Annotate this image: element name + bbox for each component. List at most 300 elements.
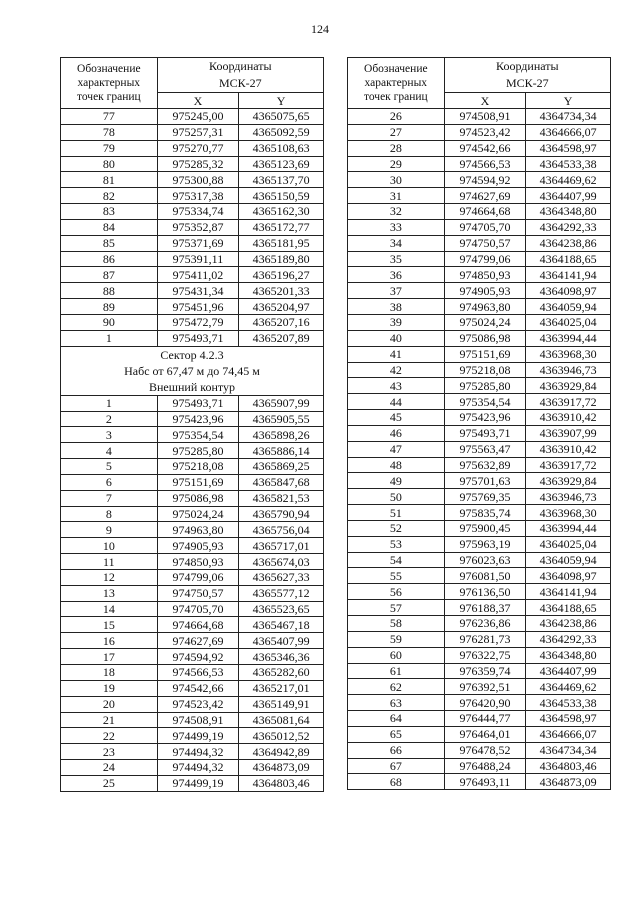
x-coordinate: 975024,24 xyxy=(157,506,239,522)
y-coordinate: 4365150,59 xyxy=(239,188,324,204)
y-coordinate: 4365217,01 xyxy=(239,680,324,696)
y-coordinate: 4363968,30 xyxy=(526,505,611,521)
table-row xyxy=(61,522,324,538)
table-row xyxy=(61,124,324,140)
y-coordinate: 4365577,12 xyxy=(239,585,324,601)
x-coordinate: 975354,54 xyxy=(444,394,526,410)
x-coordinate: 974523,42 xyxy=(444,124,526,140)
point-id: 9 xyxy=(61,522,158,538)
y-coordinate: 4365196,27 xyxy=(239,267,324,283)
table-row xyxy=(348,109,611,125)
point-id: 58 xyxy=(348,616,445,632)
x-coordinate: 974963,80 xyxy=(444,299,526,315)
section-line: Внешний контур xyxy=(149,379,235,394)
point-id: 54 xyxy=(348,552,445,568)
y-coordinate: 4364407,99 xyxy=(526,188,611,204)
point-id: 60 xyxy=(348,647,445,663)
point-id: 46 xyxy=(348,425,445,441)
point-id: 47 xyxy=(348,441,445,457)
y-coordinate: 4364292,33 xyxy=(526,219,611,235)
x-coordinate: 976023,63 xyxy=(444,552,526,568)
y-coordinate: 4364025,04 xyxy=(526,314,611,330)
point-id: 78 xyxy=(61,124,158,140)
x-coordinate: 975285,32 xyxy=(157,156,239,172)
y-coordinate: 4365189,80 xyxy=(239,251,324,267)
table-row xyxy=(61,235,324,251)
table-row xyxy=(348,283,611,299)
y-coordinate: 4364098,97 xyxy=(526,283,611,299)
table-row xyxy=(61,538,324,554)
x-coordinate: 975270,77 xyxy=(157,140,239,156)
table-row xyxy=(61,204,324,220)
y-coordinate: 4363917,72 xyxy=(526,394,611,410)
y-coordinate: 4365081,64 xyxy=(239,712,324,728)
table-row xyxy=(348,774,611,790)
table-row xyxy=(61,760,324,776)
y-coordinate: 4364238,86 xyxy=(526,235,611,251)
x-coordinate: 974905,93 xyxy=(157,538,239,554)
point-id: 27 xyxy=(348,124,445,140)
table-row xyxy=(348,616,611,632)
x-coordinate: 974705,70 xyxy=(444,219,526,235)
y-coordinate: 4364666,07 xyxy=(526,124,611,140)
table-row xyxy=(348,758,611,774)
point-id: 1 xyxy=(61,330,158,346)
x-coordinate: 976136,50 xyxy=(444,584,526,600)
table-row xyxy=(61,490,324,506)
x-coordinate: 976464,01 xyxy=(444,726,526,742)
table-row xyxy=(61,696,324,712)
x-coordinate: 975300,88 xyxy=(157,172,239,188)
x-coordinate: 974542,66 xyxy=(157,680,239,696)
y-coordinate: 4365137,70 xyxy=(239,172,324,188)
point-id: 83 xyxy=(61,204,158,220)
section-line: Набс от 67,47 м до 74,45 м xyxy=(124,363,260,378)
table-row xyxy=(348,489,611,505)
table-row xyxy=(348,568,611,584)
right-coordinates-table xyxy=(347,57,611,790)
point-id: 15 xyxy=(61,617,158,633)
x-coordinate: 974542,66 xyxy=(444,140,526,156)
y-coordinate: 4364873,09 xyxy=(239,760,324,776)
x-coordinate: 975431,34 xyxy=(157,283,239,299)
point-id: 21 xyxy=(61,712,158,728)
y-coordinate: 4364803,46 xyxy=(239,775,324,791)
x-coordinate: 974594,92 xyxy=(444,172,526,188)
header-x: X xyxy=(444,93,526,109)
y-coordinate: 4364734,34 xyxy=(526,109,611,125)
point-id: 11 xyxy=(61,554,158,570)
y-coordinate: 4365869,25 xyxy=(239,459,324,475)
point-id: 24 xyxy=(61,760,158,776)
y-coordinate: 4365181,95 xyxy=(239,235,324,251)
table-row xyxy=(348,726,611,742)
x-coordinate: 975493,71 xyxy=(157,330,239,346)
x-coordinate: 975024,24 xyxy=(444,314,526,330)
point-id: 43 xyxy=(348,378,445,394)
x-coordinate: 976420,90 xyxy=(444,695,526,711)
y-coordinate: 4365790,94 xyxy=(239,506,324,522)
y-coordinate: 4364348,80 xyxy=(526,204,611,220)
header-point-label: Обозначение характерных точек границ xyxy=(348,58,445,109)
x-coordinate: 976392,51 xyxy=(444,679,526,695)
y-coordinate: 4364469,62 xyxy=(526,679,611,695)
y-coordinate: 4365075,65 xyxy=(239,109,324,125)
point-id: 81 xyxy=(61,172,158,188)
x-coordinate: 976478,52 xyxy=(444,742,526,758)
point-id: 62 xyxy=(348,679,445,695)
x-coordinate: 975632,89 xyxy=(444,457,526,473)
y-coordinate: 4363910,42 xyxy=(526,410,611,426)
y-coordinate: 4365207,16 xyxy=(239,314,324,330)
x-coordinate: 974508,91 xyxy=(444,109,526,125)
point-id: 67 xyxy=(348,758,445,774)
point-id: 30 xyxy=(348,172,445,188)
y-coordinate: 4363994,44 xyxy=(526,520,611,536)
point-id: 41 xyxy=(348,346,445,362)
x-coordinate: 975245,00 xyxy=(157,109,239,125)
table-row xyxy=(61,443,324,459)
x-coordinate: 975285,80 xyxy=(444,378,526,394)
point-id: 37 xyxy=(348,283,445,299)
x-coordinate: 974905,93 xyxy=(444,283,526,299)
y-coordinate: 4364942,89 xyxy=(239,744,324,760)
table-row xyxy=(348,410,611,426)
table-row xyxy=(61,251,324,267)
table-row xyxy=(61,188,324,204)
x-coordinate: 974494,32 xyxy=(157,760,239,776)
point-id: 32 xyxy=(348,204,445,220)
x-coordinate: 975352,87 xyxy=(157,219,239,235)
y-coordinate: 4364141,94 xyxy=(526,267,611,283)
y-coordinate: 4365756,04 xyxy=(239,522,324,538)
table-row xyxy=(61,665,324,681)
table-row xyxy=(348,235,611,251)
table-row xyxy=(348,663,611,679)
x-coordinate: 974508,91 xyxy=(157,712,239,728)
y-coordinate: 4364025,04 xyxy=(526,536,611,552)
y-coordinate: 4364238,86 xyxy=(526,616,611,632)
x-coordinate: 974963,80 xyxy=(157,522,239,538)
y-coordinate: 4363917,72 xyxy=(526,457,611,473)
x-coordinate: 974664,68 xyxy=(444,204,526,220)
header-y: Y xyxy=(526,93,611,109)
table-row xyxy=(348,584,611,600)
point-id: 65 xyxy=(348,726,445,742)
table-row xyxy=(348,536,611,552)
x-coordinate: 976493,11 xyxy=(444,774,526,790)
table-row xyxy=(61,140,324,156)
point-id: 7 xyxy=(61,490,158,506)
point-id: 52 xyxy=(348,520,445,536)
header-y: Y xyxy=(239,93,324,109)
x-coordinate: 975391,11 xyxy=(157,251,239,267)
point-id: 59 xyxy=(348,631,445,647)
point-id: 48 xyxy=(348,457,445,473)
table-row xyxy=(348,679,611,695)
y-coordinate: 4365907,99 xyxy=(239,395,324,411)
table-row xyxy=(61,283,324,299)
table-row xyxy=(61,633,324,649)
point-id: 79 xyxy=(61,140,158,156)
point-id: 5 xyxy=(61,459,158,475)
x-coordinate: 974627,69 xyxy=(157,633,239,649)
y-coordinate: 4365467,18 xyxy=(239,617,324,633)
x-coordinate: 974705,70 xyxy=(157,601,239,617)
table-row xyxy=(348,140,611,156)
table-row xyxy=(61,172,324,188)
point-id: 87 xyxy=(61,267,158,283)
point-id: 90 xyxy=(61,314,158,330)
table-row xyxy=(61,156,324,172)
point-id: 35 xyxy=(348,251,445,267)
y-coordinate: 4364407,99 xyxy=(526,663,611,679)
point-id: 66 xyxy=(348,742,445,758)
y-coordinate: 4365108,63 xyxy=(239,140,324,156)
table-row xyxy=(348,441,611,457)
y-coordinate: 4365172,77 xyxy=(239,219,324,235)
y-coordinate: 4363929,84 xyxy=(526,378,611,394)
table-row xyxy=(348,711,611,727)
table-row xyxy=(348,330,611,346)
x-coordinate: 974499,19 xyxy=(157,775,239,791)
point-id: 33 xyxy=(348,219,445,235)
y-coordinate: 4364666,07 xyxy=(526,726,611,742)
x-coordinate: 975451,96 xyxy=(157,299,239,315)
point-id: 6 xyxy=(61,474,158,490)
y-coordinate: 4363946,73 xyxy=(526,489,611,505)
point-id: 64 xyxy=(348,711,445,727)
x-coordinate: 976444,77 xyxy=(444,711,526,727)
x-coordinate: 975151,69 xyxy=(157,474,239,490)
table-row xyxy=(61,712,324,728)
header-point-label: Обозначение характерных точек границ xyxy=(61,58,158,109)
table-row xyxy=(61,411,324,427)
y-coordinate: 4364533,38 xyxy=(526,695,611,711)
y-coordinate: 4365092,59 xyxy=(239,124,324,140)
left-coordinates-table xyxy=(60,57,324,792)
point-id: 85 xyxy=(61,235,158,251)
x-coordinate: 974566,53 xyxy=(444,156,526,172)
y-coordinate: 4365012,52 xyxy=(239,728,324,744)
x-coordinate: 975769,35 xyxy=(444,489,526,505)
y-coordinate: 4365905,55 xyxy=(239,411,324,427)
point-id: 25 xyxy=(61,775,158,791)
header-coordinates: Координаты МСК-27 xyxy=(444,58,610,93)
point-id: 26 xyxy=(348,109,445,125)
point-id: 17 xyxy=(61,649,158,665)
table-row xyxy=(348,124,611,140)
table-row xyxy=(61,314,324,330)
y-coordinate: 4365886,14 xyxy=(239,443,324,459)
point-id: 77 xyxy=(61,109,158,125)
table-row xyxy=(348,156,611,172)
y-coordinate: 4365627,33 xyxy=(239,569,324,585)
point-id: 19 xyxy=(61,680,158,696)
x-coordinate: 975354,54 xyxy=(157,427,239,443)
x-coordinate: 975151,69 xyxy=(444,346,526,362)
table-row xyxy=(348,457,611,473)
y-coordinate: 4364188,65 xyxy=(526,600,611,616)
point-id: 39 xyxy=(348,314,445,330)
y-coordinate: 4365207,89 xyxy=(239,330,324,346)
table-row xyxy=(61,554,324,570)
y-coordinate: 4363946,73 xyxy=(526,362,611,378)
table-row xyxy=(348,267,611,283)
y-coordinate: 4365407,99 xyxy=(239,633,324,649)
table-row xyxy=(348,600,611,616)
table-row xyxy=(61,569,324,585)
point-id: 50 xyxy=(348,489,445,505)
table-row xyxy=(348,631,611,647)
point-id: 57 xyxy=(348,600,445,616)
y-coordinate: 4364873,09 xyxy=(526,774,611,790)
x-coordinate: 975086,98 xyxy=(444,330,526,346)
point-id: 49 xyxy=(348,473,445,489)
table-row xyxy=(61,219,324,235)
x-coordinate: 974750,57 xyxy=(157,585,239,601)
y-coordinate: 4363910,42 xyxy=(526,441,611,457)
x-coordinate: 974494,32 xyxy=(157,744,239,760)
y-coordinate: 4365717,01 xyxy=(239,538,324,554)
table-row xyxy=(348,314,611,330)
x-coordinate: 974799,06 xyxy=(157,569,239,585)
table-row xyxy=(348,204,611,220)
table-row xyxy=(61,617,324,633)
table-row xyxy=(61,474,324,490)
x-coordinate: 975257,31 xyxy=(157,124,239,140)
y-coordinate: 4365523,65 xyxy=(239,601,324,617)
y-coordinate: 4365204,97 xyxy=(239,299,324,315)
x-coordinate: 974664,68 xyxy=(157,617,239,633)
page-number: 124 xyxy=(311,22,329,36)
x-coordinate: 975493,71 xyxy=(157,395,239,411)
x-coordinate: 975317,38 xyxy=(157,188,239,204)
point-id: 8 xyxy=(61,506,158,522)
y-coordinate: 4365898,26 xyxy=(239,427,324,443)
x-coordinate: 975701,63 xyxy=(444,473,526,489)
point-id: 84 xyxy=(61,219,158,235)
y-coordinate: 4364803,46 xyxy=(526,758,611,774)
table-row xyxy=(348,695,611,711)
y-coordinate: 4364598,97 xyxy=(526,711,611,727)
x-coordinate: 975218,08 xyxy=(157,459,239,475)
x-coordinate: 975900,45 xyxy=(444,520,526,536)
x-coordinate: 975371,69 xyxy=(157,235,239,251)
x-coordinate: 974799,06 xyxy=(444,251,526,267)
table-row xyxy=(348,172,611,188)
table-row xyxy=(348,346,611,362)
point-id: 12 xyxy=(61,569,158,585)
y-coordinate: 4365149,91 xyxy=(239,696,324,712)
x-coordinate: 974523,42 xyxy=(157,696,239,712)
table-row xyxy=(61,427,324,443)
y-coordinate: 4364598,97 xyxy=(526,140,611,156)
y-coordinate: 4364469,62 xyxy=(526,172,611,188)
point-id: 38 xyxy=(348,299,445,315)
table-row xyxy=(61,330,324,346)
table-row xyxy=(61,299,324,315)
point-id: 14 xyxy=(61,601,158,617)
x-coordinate: 974594,92 xyxy=(157,649,239,665)
table-row xyxy=(61,267,324,283)
point-id: 13 xyxy=(61,585,158,601)
x-coordinate: 975285,80 xyxy=(157,443,239,459)
y-coordinate: 4365346,36 xyxy=(239,649,324,665)
table-row xyxy=(348,520,611,536)
point-id: 40 xyxy=(348,330,445,346)
table-row xyxy=(61,775,324,791)
point-id: 55 xyxy=(348,568,445,584)
table-row xyxy=(348,647,611,663)
table-row xyxy=(348,251,611,267)
y-coordinate: 4364059,94 xyxy=(526,299,611,315)
point-id: 4 xyxy=(61,443,158,459)
point-id: 28 xyxy=(348,140,445,156)
point-id: 42 xyxy=(348,362,445,378)
x-coordinate: 976188,37 xyxy=(444,600,526,616)
y-coordinate: 4364292,33 xyxy=(526,631,611,647)
x-coordinate: 975963,19 xyxy=(444,536,526,552)
point-id: 53 xyxy=(348,536,445,552)
x-coordinate: 975493,71 xyxy=(444,425,526,441)
table-row xyxy=(61,395,324,411)
table-row xyxy=(61,109,324,125)
y-coordinate: 4364059,94 xyxy=(526,552,611,568)
point-id: 63 xyxy=(348,695,445,711)
table-row xyxy=(61,680,324,696)
y-coordinate: 4364141,94 xyxy=(526,584,611,600)
y-coordinate: 4363929,84 xyxy=(526,473,611,489)
y-coordinate: 4365847,68 xyxy=(239,474,324,490)
point-id: 23 xyxy=(61,744,158,760)
x-coordinate: 976281,73 xyxy=(444,631,526,647)
x-coordinate: 975411,02 xyxy=(157,267,239,283)
point-id: 3 xyxy=(61,427,158,443)
x-coordinate: 975218,08 xyxy=(444,362,526,378)
point-id: 10 xyxy=(61,538,158,554)
point-id: 16 xyxy=(61,633,158,649)
point-id: 22 xyxy=(61,728,158,744)
table-row xyxy=(61,744,324,760)
y-coordinate: 4364348,80 xyxy=(526,647,611,663)
point-id: 2 xyxy=(61,411,158,427)
section-line: Сектор 4.2.3 xyxy=(160,347,224,362)
y-coordinate: 4363994,44 xyxy=(526,330,611,346)
point-id: 88 xyxy=(61,283,158,299)
table-row xyxy=(348,473,611,489)
x-coordinate: 974627,69 xyxy=(444,188,526,204)
table-row xyxy=(348,299,611,315)
point-id: 1 xyxy=(61,395,158,411)
section-header-row xyxy=(61,346,324,395)
point-id: 45 xyxy=(348,410,445,426)
y-coordinate: 4365201,33 xyxy=(239,283,324,299)
table-row xyxy=(348,219,611,235)
x-coordinate: 974750,57 xyxy=(444,235,526,251)
table-row xyxy=(61,728,324,744)
header-coordinates: Координаты МСК-27 xyxy=(157,58,323,93)
header-x: X xyxy=(157,93,239,109)
y-coordinate: 4364734,34 xyxy=(526,742,611,758)
x-coordinate: 975334,74 xyxy=(157,204,239,220)
point-id: 51 xyxy=(348,505,445,521)
table-row xyxy=(348,742,611,758)
x-coordinate: 975423,96 xyxy=(444,410,526,426)
table-row xyxy=(61,459,324,475)
table-row xyxy=(61,506,324,522)
y-coordinate: 4364098,97 xyxy=(526,568,611,584)
